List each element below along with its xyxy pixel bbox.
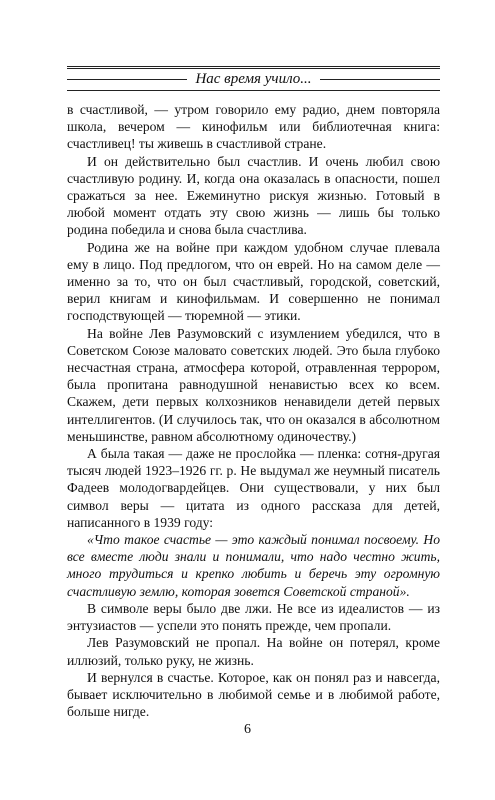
header-bottom-rule	[67, 90, 440, 91]
paragraph: И он действительно был счастлив. И очень любил свою счастливую родину. И, когда она оказалась в опасности, пошел сражаться за нее. Ежеминутно рискуя жизнью. Готовый в любой момент отдать эту свою жизнь — лишь бы только родина победила и снова была счастлива.	[67, 153, 440, 238]
page-number: 6	[244, 722, 251, 737]
body-text	[67, 101, 440, 720]
paragraph: В символе веры было две лжи. Не все из идеалистов — из энтузиастов — успели это понять прежде, чем пропали.	[67, 600, 440, 634]
quote-paragraph: «Что такое счастье — это каждый понимал посвоему. Но все вместе люди знали и понимали, что надо честно жить, много трудиться и крепко любить и беречь эту огромную счастливую землю, которая зовется Советской страной».	[67, 532, 440, 599]
running-head-title: Нас время учило...	[195, 71, 312, 87]
paragraph: Лев Разумовский не пропал. На войне он потерял, кроме иллюзий, только руку, не жизнь.	[67, 635, 440, 668]
running-head-row	[67, 71, 440, 88]
running-head	[67, 66, 440, 91]
header-right-line	[320, 79, 440, 80]
paragraph: А была такая — даже не прослойка — пленка: сотня-другая тысяч людей 1923–1926 гг. р. Не выдумал же неумный писатель Фадеев молодогвардейцев. Они существовали, у них был символ веры — цитата из одного рассказа для детей, написанного в 1939 году:	[67, 446, 440, 530]
header-left-line	[67, 79, 187, 80]
header-top-rule	[67, 66, 440, 69]
paragraph: На войне Лев Разумовский с изумлением убедился, что в Советском Союзе маловато советских людей. Это была глубоко несчастная страна, атмосфера которой, отравленная террором, была пропитана равнодушной ненавистью всех ко всем. Скажем, дети первых колхозников ненавидели детей первых интеллигентов. (И случилось так, что он оказался в абсолютном меньшинстве, равном абсолютному одиночеству.)	[67, 325, 440, 444]
paragraph: Родина же на войне при каждом удобном случае плевала ему в лицо. Под предлогом, что он еврей. Но на самом деле — именно за то, что он был счастливый, городской, советский, верил книгам и кинофильмам. И совершенно не понимал господствующей — тюремной — этики.	[67, 239, 440, 324]
paragraph: И вернулся в счастье. Которое, как он понял раз и навсегда, бывает исключительно в любимой семье и в любимой работе, больше нигде.	[67, 669, 440, 720]
paragraph: в счастливой, — утром говорило ему радио, днем повторяла школа, вечером — кинофильм или библиотечная книга: счастливец! ты живешь в счастливой стране.	[67, 102, 440, 152]
